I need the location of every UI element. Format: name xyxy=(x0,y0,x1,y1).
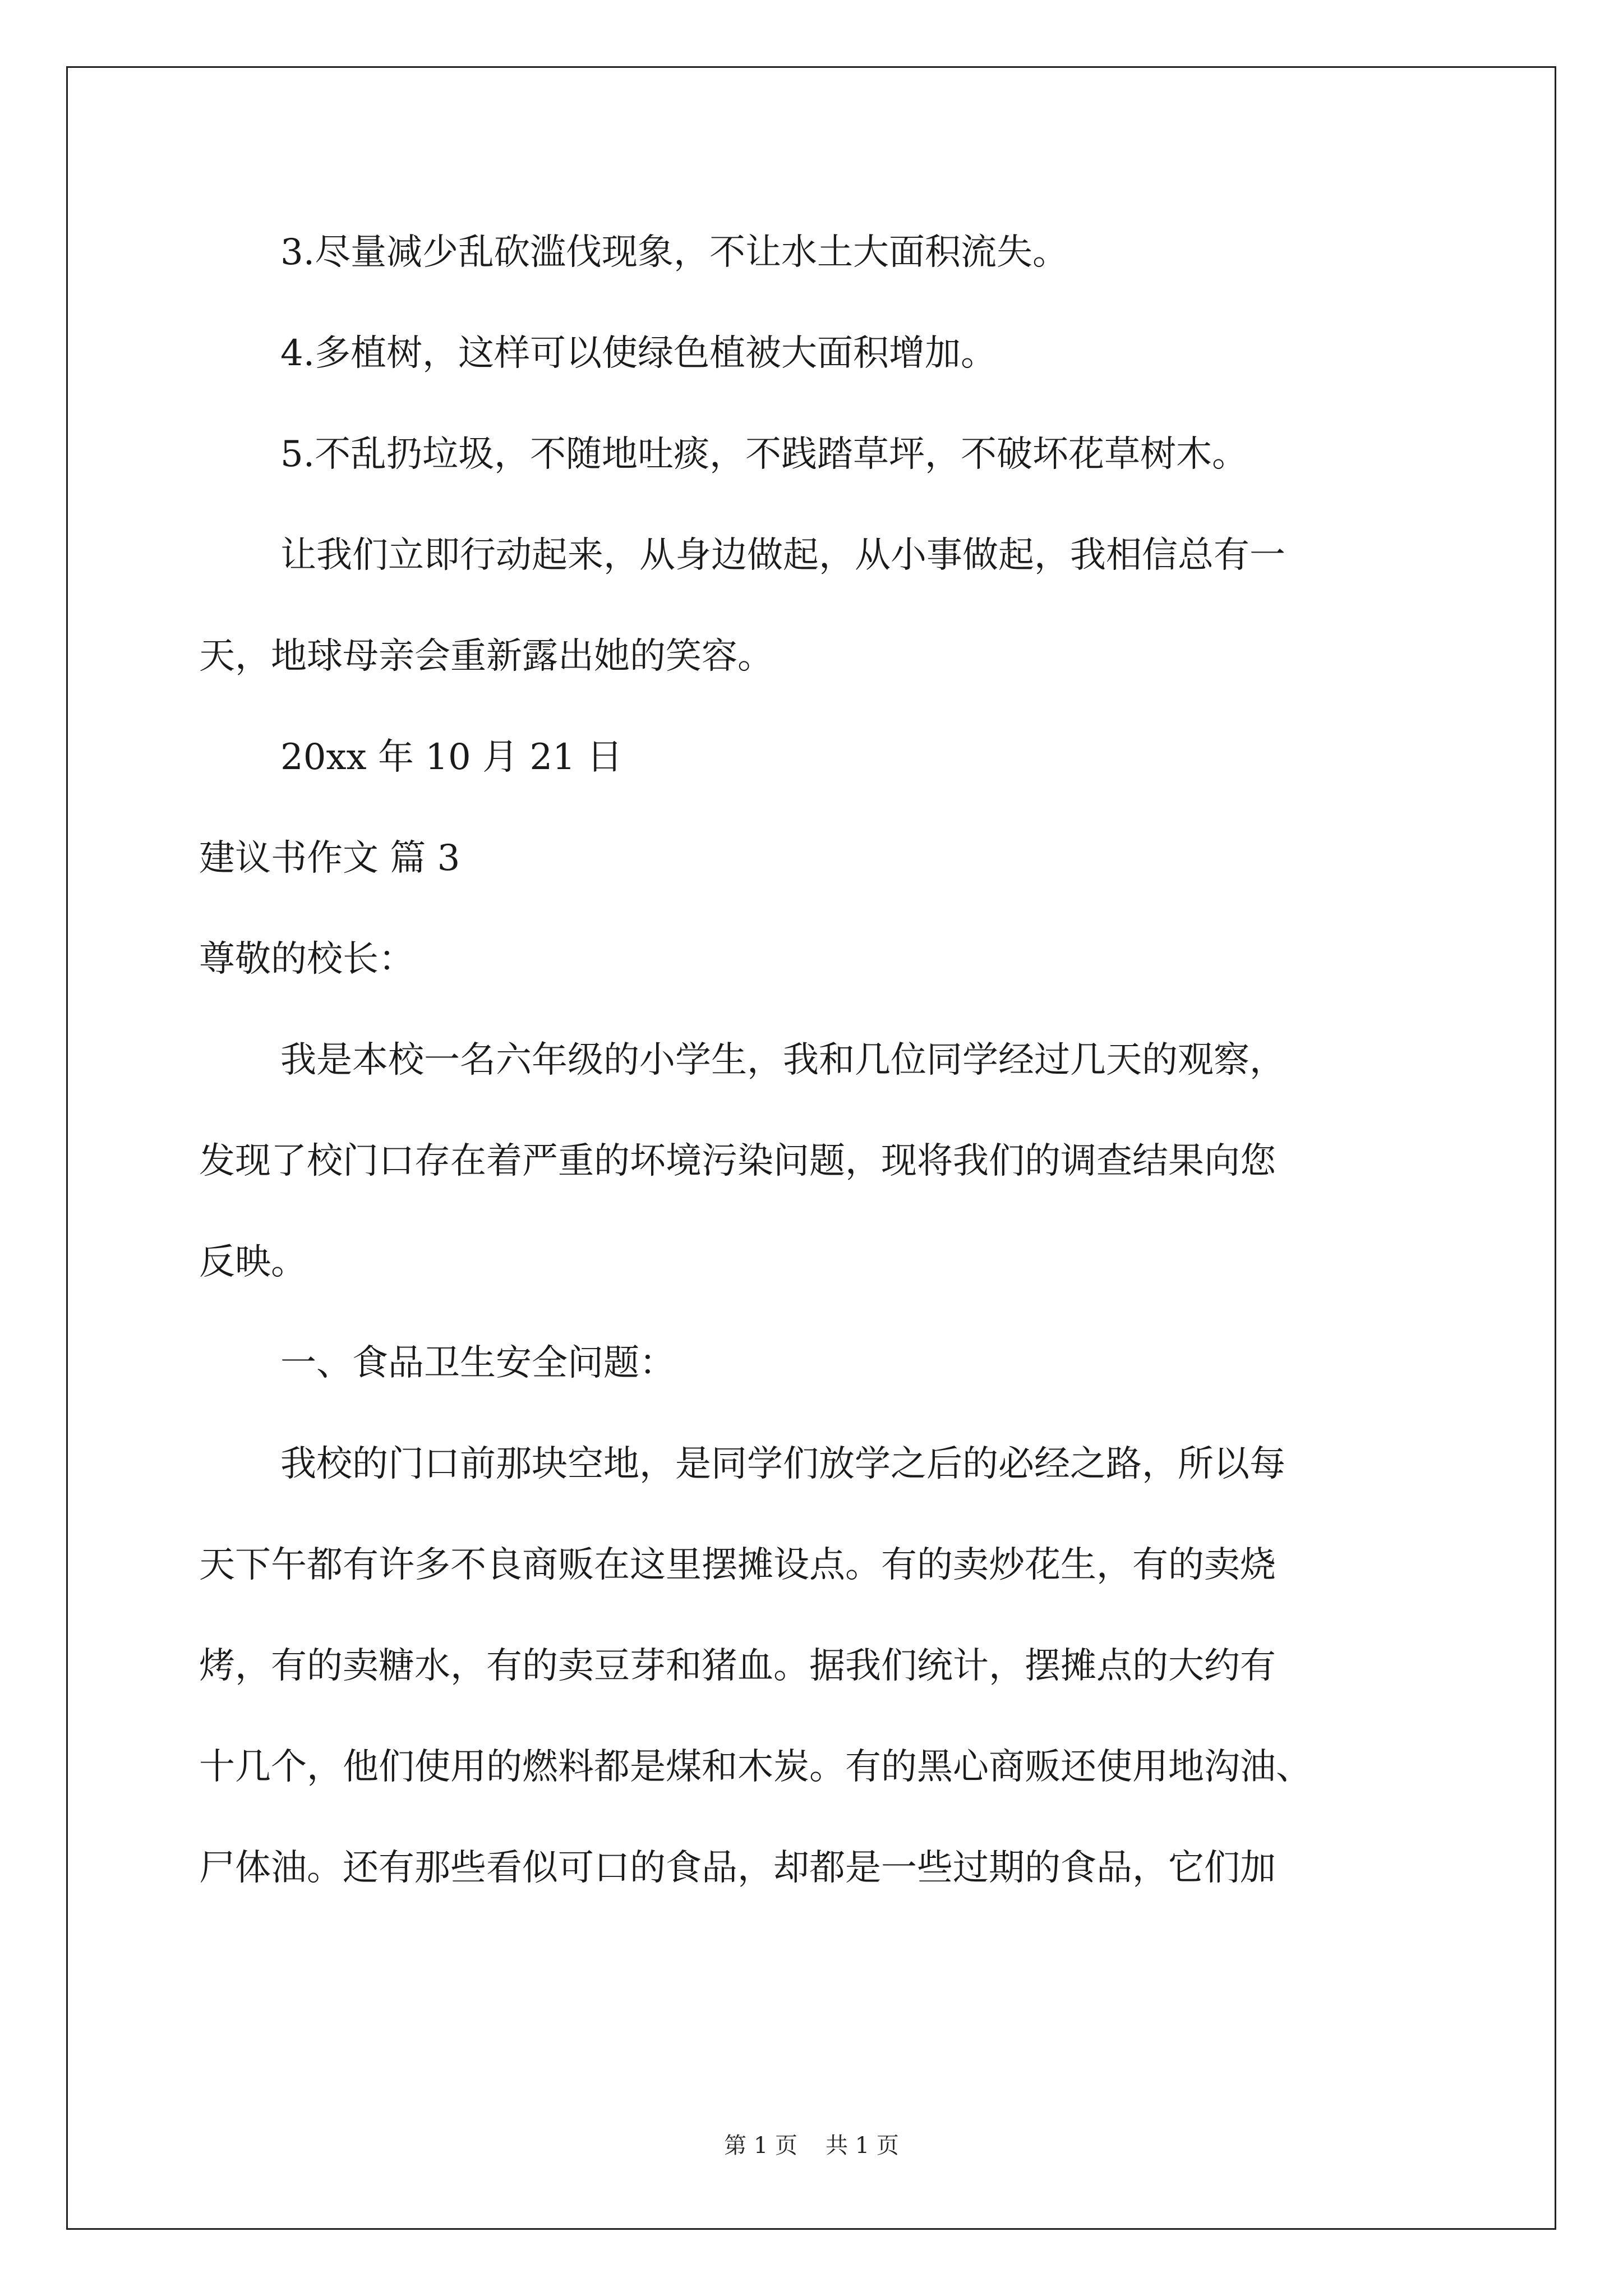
paragraph-line: 十几个，他们使用的燃料都是煤和木炭。有的黑心商贩还使用地沟油、 xyxy=(199,1746,1312,1788)
page-number: 第 1 页 xyxy=(724,2133,797,2159)
date-line: 20xx 年 10 月 21 日 xyxy=(280,737,623,778)
paragraph-line: 5.不乱扔垃圾，不随地吐痰，不践踏草坪，不破坏花草树木。 xyxy=(280,434,1248,475)
subheading: 一、食品卫生安全问题： xyxy=(280,1342,675,1384)
paragraph-line: 让我们立即行动起来，从身边做起，从小事做起，我相信总有一 xyxy=(280,535,1285,576)
paragraph-line: 尸体油。还有那些看似可口的食品，却都是一些过期的食品，它们加 xyxy=(199,1847,1276,1889)
paragraph-line: 天下午都有许多不良商贩在这里摆摊设点。有的卖炒花生，有的卖烧 xyxy=(199,1544,1276,1586)
paragraph-line: 发现了校门口存在着严重的坏境污染问题，现将我们的调查结果向您 xyxy=(199,1140,1276,1182)
salutation: 尊敬的校长： xyxy=(199,938,414,980)
paragraph-line: 我是本校一名六年级的小学生，我和几位同学经过几天的观察， xyxy=(280,1039,1285,1081)
page-footer xyxy=(0,2132,1623,2160)
section-heading: 建议书作文 篇 3 xyxy=(199,838,460,879)
paragraph-line: 我校的门口前那块空地，是同学们放学之后的必经之路，所以每 xyxy=(280,1443,1285,1485)
paragraph-line: 反映。 xyxy=(199,1241,307,1283)
paragraph-line: 天，地球母亲会重新露出她的笑容。 xyxy=(199,636,773,677)
paragraph-line: 3.尽量减少乱砍滥伐现象，不让水土大面积流失。 xyxy=(280,232,1069,273)
paragraph-line: 烤，有的卖糖水，有的卖豆芽和猪血。据我们统计，摆摊点的大约有 xyxy=(199,1645,1276,1687)
page-total: 共 1 页 xyxy=(826,2133,899,2159)
paragraph-line: 4.多植树，这样可以使绿色植被大面积增加。 xyxy=(280,333,997,374)
